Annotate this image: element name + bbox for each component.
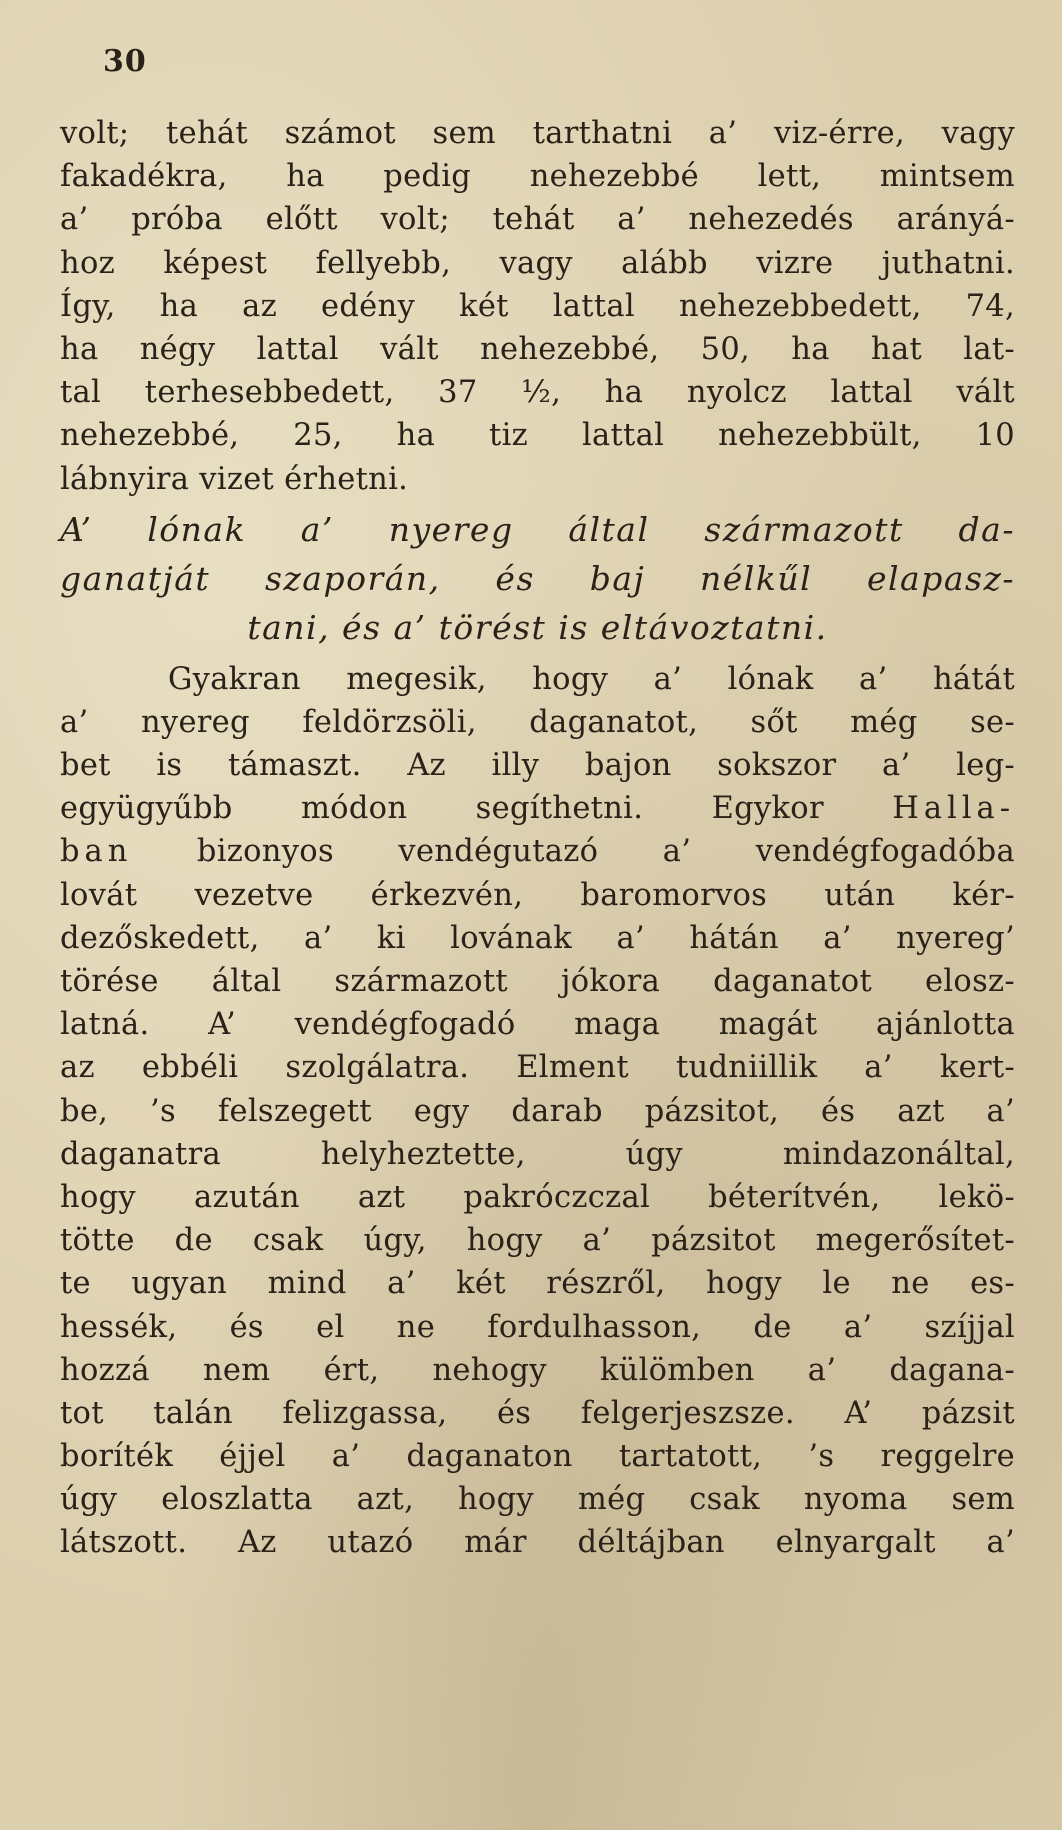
text-block bbox=[60, 112, 1015, 1565]
text-line: boríték éjjel a’ daganaton tartatott, ’s reggelre bbox=[60, 1439, 1015, 1475]
heading-line: ganatját szaporán, és baj nélkűl elapasz- bbox=[60, 558, 1015, 598]
text-line: a’ próba előtt volt; tehát a’ nehezedés arányá- bbox=[60, 202, 1015, 238]
text-line bbox=[60, 787, 1015, 830]
text-line: az ebbéli szolgálatra. Elment tudniillik a’ kert- bbox=[60, 1050, 1015, 1086]
text-line: hozzá nem ért, nehogy külömben a’ dagana- bbox=[60, 1352, 1015, 1388]
text-line: daganatra helyheztette, úgy mindazonáltal, bbox=[60, 1136, 1015, 1172]
text-line: fakadékra, ha pedig nehezebbé lett, mintsem bbox=[60, 159, 1015, 195]
text-line: törése által származott jókora daganatot elosz- bbox=[60, 964, 1015, 999]
text-line: hessék, és el ne fordulhasson, de a’ szíjjal bbox=[60, 1309, 1015, 1345]
paragraph-horse-remedy bbox=[60, 658, 1015, 1565]
text-line: Így, ha az edény két lattal nehezebbedett, 74, bbox=[60, 288, 1015, 324]
text-line: dezőskedett, a’ ki lovának a’ hátán a’ nyereg’ bbox=[60, 920, 1015, 956]
paragraph-measurement bbox=[60, 112, 1015, 501]
line-segment: együgyűbb módon segíthetni. Egykor bbox=[60, 791, 893, 827]
text-line: Gyakran megesik, hogy a’ lónak a’ hátát bbox=[168, 661, 1015, 697]
section-heading bbox=[60, 505, 1015, 652]
heading-line: tani, és a’ törést is eltávoztatni. bbox=[247, 607, 828, 647]
text-line: latná. A’ vendégfogadó maga magát ajánlotta bbox=[60, 1007, 1015, 1043]
place-name: Halla- bbox=[892, 791, 1015, 827]
text-line: a’ nyereg feldörzsöli, daganatot, sőt még se- bbox=[60, 704, 1015, 740]
text-line: lovát vezetve érkezvén, baromorvos után kér- bbox=[60, 877, 1015, 913]
text-line: tötte de csak úgy, hogy a’ pázsitot megerősítet- bbox=[60, 1223, 1015, 1259]
place-name: ban bbox=[60, 834, 133, 870]
text-line: bet is támaszt. Az illy bajon sokszor a’ leg- bbox=[60, 748, 1015, 784]
text-line bbox=[60, 830, 1015, 873]
text-line: nehezebbé, 25, ha tiz lattal nehezebbült, 10 bbox=[60, 418, 1015, 454]
text-line: tot talán felizgassa, és felgerjeszsze. A’ pázsit bbox=[60, 1395, 1015, 1431]
text-line: látszott. Az utazó már déltájban elnyargalt a’ bbox=[60, 1525, 1015, 1561]
text-line: hoz képest fellyebb, vagy alább vizre juthatni. bbox=[60, 245, 1015, 281]
page-number: 30 bbox=[103, 44, 147, 79]
text-line: tal terhesebbedett, 37 ½, ha nyolcz lattal vált bbox=[60, 375, 1015, 411]
text-line: úgy eloszlatta azt, hogy még csak nyoma sem bbox=[60, 1482, 1015, 1518]
text-line: hogy azután azt pakróczczal béterítvén, lekö- bbox=[60, 1179, 1015, 1215]
text-line: be, ’s felszegett egy darab pázsitot, és azt a’ bbox=[60, 1093, 1015, 1129]
line-segment: bizonyos vendégutazó a’ vendégfogadóba bbox=[132, 834, 1015, 870]
text-line: lábnyira vizet érhetni. bbox=[60, 461, 409, 497]
text-line: te ugyan mind a’ két részről, hogy le ne es- bbox=[60, 1266, 1015, 1302]
text-line: ha négy lattal vált nehezebbé, 50, ha hat lat- bbox=[60, 331, 1015, 367]
text-line: volt; tehát számot sem tarthatni a’ viz-érre, vagy bbox=[60, 116, 1015, 151]
heading-line: A’ lónak a’ nyereg által származott da- bbox=[60, 509, 1015, 549]
